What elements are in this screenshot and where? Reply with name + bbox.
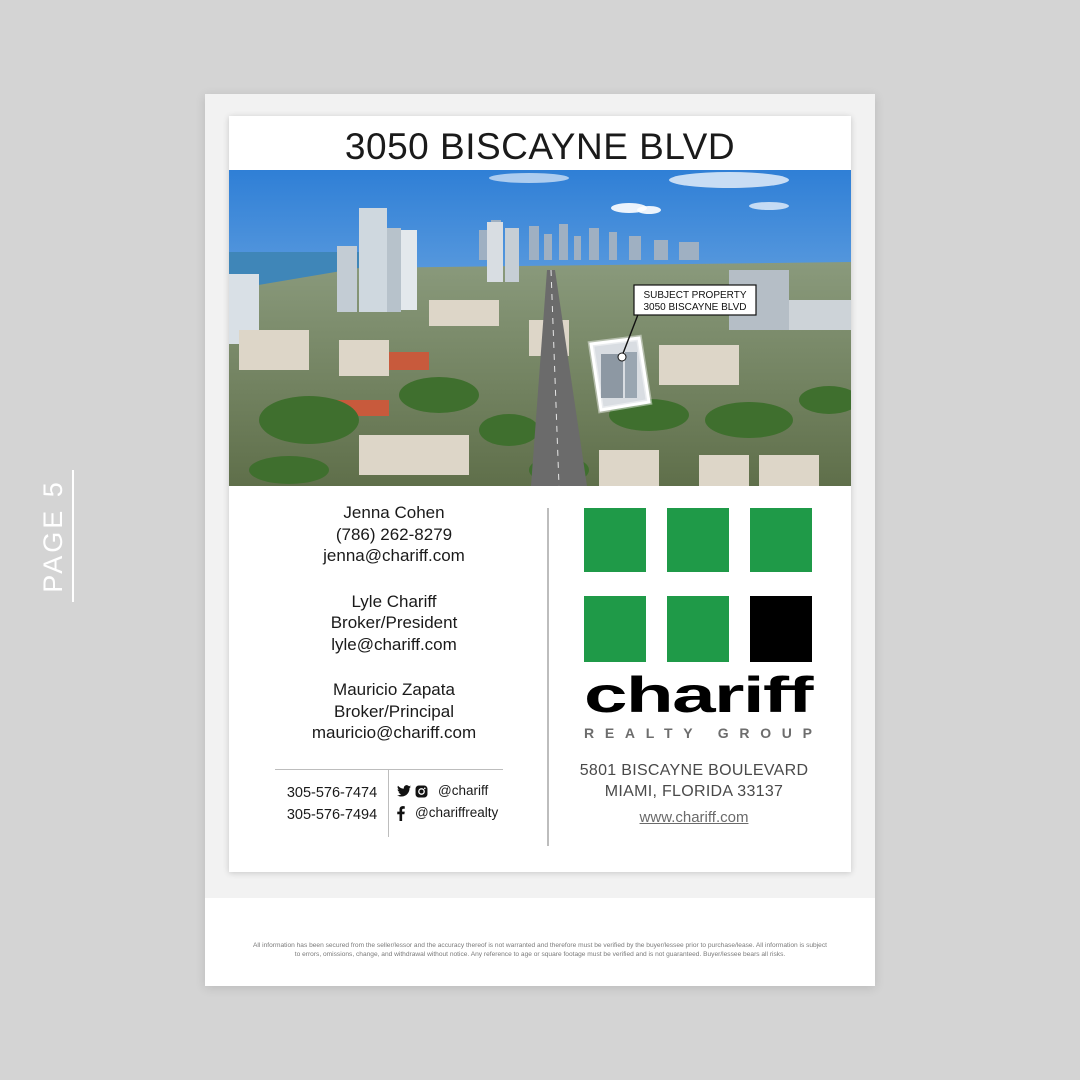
office-phone-2[interactable]: 305-576-7494 [286, 807, 378, 823]
callout-title: SUBJECT PROPERTY [643, 290, 747, 301]
address-line-1: 5801 BISCAYNE BOULEVARD [579, 762, 809, 779]
legal-disclaimer: All information has been secured from the seller/lessor and the accuracy thereof is not warranted and therefore must be verified by the buyer/lessee prior to purchase/lease. All information is subject to errors, omissions, change, and withdrawal without notice. Any reference to age or square footage must be verified and is not guaranteed. Buyer/lessee bears all risks. [253, 942, 827, 958]
contact-name: Jenna Cohen [343, 503, 445, 522]
office-phones [279, 782, 385, 826]
page-number-label [24, 470, 74, 602]
page-title: 3050 BISCAYNE BLVD [344, 126, 736, 167]
instagram-icon [415, 785, 428, 798]
address-line-2: MIAMI, FLORIDA 33137 [604, 783, 784, 800]
twitter-icon [397, 785, 411, 797]
social-row-2[interactable] [397, 802, 517, 824]
contact-email[interactable]: mauricio@chariff.com [311, 723, 477, 742]
contact-list [279, 502, 509, 768]
logo-tagline: REALTY GROUP [584, 725, 812, 741]
document-sheet [205, 94, 875, 986]
social-row-1[interactable] [397, 780, 517, 802]
social-handle-2: @chariffrealty [415, 805, 499, 820]
aerial-photo [229, 170, 851, 486]
contact-phone[interactable]: (786) 262-8279 [335, 524, 453, 544]
contact-email[interactable]: lyle@chariff.com [331, 634, 457, 654]
contact-mauricio-zapata [279, 679, 509, 744]
social-handle-1: @chariff [438, 783, 489, 798]
website-link-wrap [559, 809, 829, 827]
chariff-logo [584, 508, 814, 744]
callout-address: 3050 BISCAYNE BLVD [643, 302, 747, 313]
contact-email[interactable]: jenna@chariff.com [323, 546, 465, 565]
contact-lyle-chariff [279, 591, 509, 656]
contact-divider [275, 769, 503, 770]
phone-social-divider [388, 769, 389, 837]
contact-role: Broker/President [330, 613, 458, 632]
contact-name: Mauricio Zapata [333, 680, 455, 699]
column-divider [547, 508, 549, 846]
contact-role: Broker/Principal [334, 701, 454, 721]
side-rule [72, 470, 74, 602]
office-address [559, 760, 829, 802]
social-links [397, 780, 517, 824]
website-link[interactable]: www.chariff.com [639, 809, 749, 826]
facebook-icon [397, 806, 405, 821]
contact-name: Lyle Chariff [351, 591, 437, 611]
logo-wordmark: chariff [584, 667, 814, 723]
office-phone-1[interactable]: 305-576-7474 [286, 785, 378, 801]
flyer-card [229, 116, 851, 872]
contact-jenna-cohen [279, 502, 509, 567]
page-number-text: PAGE 5 [38, 479, 68, 593]
